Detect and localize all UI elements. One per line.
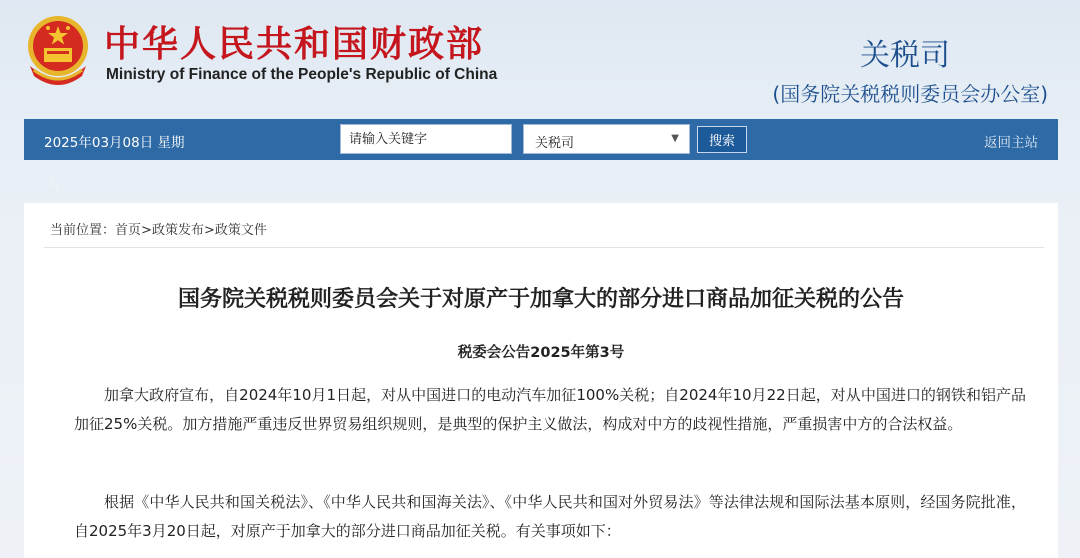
nav-bar: [24, 119, 1058, 160]
announcement-number: 税委会公告2025年第3号: [457, 345, 625, 361]
department-select-value: 关税司: [535, 136, 575, 151]
current-date: 2025年03月08日 星期: [44, 135, 185, 151]
department-select[interactable]: [523, 124, 690, 154]
search-button[interactable]: 搜索: [697, 126, 747, 153]
article-paragraph: 根据《中华人民共和国关税法》、《中华人民共和国海关法》、《中华人民共和国对外贸易法》等法律法规和国际法基本原则，经国务院批准，自2025年3月20日起，对原产于加拿大的部分进口商品加征关税。有关事项如下：: [74, 493, 1026, 540]
breadcrumb-separator: >: [203, 223, 215, 238]
site-name-english[interactable]: Ministry of Finance of the People's Republic of China: [106, 66, 498, 83]
breadcrumb-separator: >: [141, 223, 152, 238]
breadcrumb: [50, 219, 267, 238]
current-date-weekday: 六: [46, 177, 60, 192]
article-paragraph: 加拿大政府宣布，自2024年10月1日起，对从中国进口的电动汽车加征100%关税；自2024年10月22日起，对从中国进口的钢铁和铝产品加征25%关税。加方措施严重违反世界贸易组织规则，是典型的保护主义做法，构成对中方的歧视性措施，严重损害中方的合法权益。: [74, 386, 1026, 433]
site-name-chinese[interactable]: 中华人民共和国财政部: [104, 23, 485, 65]
breadcrumb-home[interactable]: 首页: [115, 223, 142, 238]
breadcrumb-policy-documents[interactable]: 政策文件: [214, 223, 267, 238]
national-emblem-icon[interactable]: [24, 14, 92, 86]
breadcrumb-prefix: 当前位置：: [50, 223, 116, 238]
return-home-link[interactable]: 返回主站: [984, 135, 1038, 151]
site-header: [0, 0, 1080, 118]
search-input[interactable]: [340, 124, 512, 154]
breadcrumb-policy-release[interactable]: 政策发布: [151, 223, 204, 238]
caret-down-icon: ▼: [671, 133, 679, 144]
article-title: 国务院关税税则委员会关于对原产于加拿大的部分进口商品加征关税的公告: [177, 287, 904, 312]
breadcrumb-divider: [44, 247, 1044, 248]
article-container: [24, 203, 1058, 558]
department-subtitle: (国务院关税税则委员会办公室): [772, 82, 1048, 106]
department-name: 关税司: [860, 38, 950, 73]
